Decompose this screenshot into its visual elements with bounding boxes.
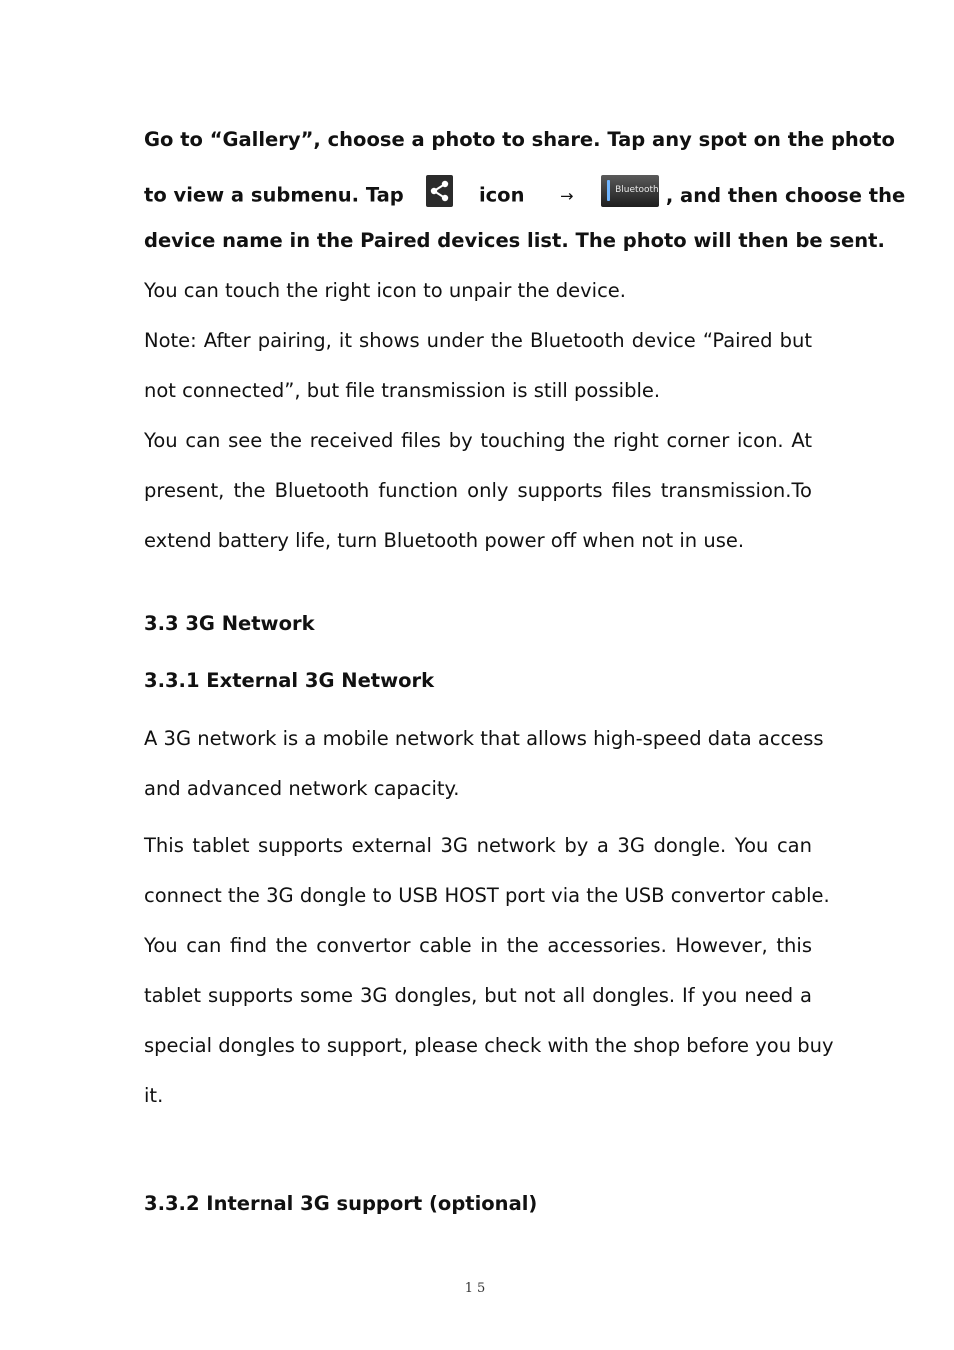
dongle-line-4: tablet supports some 3G dongles, but not all dongles. If you need a: [144, 984, 812, 1007]
section-3-3-1-heading: 3.3.1 External 3G Network: [144, 669, 435, 692]
dongle-line-3: You can find the convertor cable in the accessories. However, this: [144, 934, 812, 957]
share-photo-line-3: device name in the Paired devices list. The photo will then be sent.: [144, 229, 885, 252]
section-3-3-2-heading: 3.3.2 Internal 3G support (optional): [144, 1192, 538, 1215]
share-icon: [426, 175, 453, 207]
note-line-1: Note: After pairing, it shows under the Bluetooth device “Paired but: [144, 329, 812, 352]
network-def-line-1: A 3G network is a mobile network that allows high-speed data access: [144, 727, 824, 750]
received-line-3: extend battery life, turn Bluetooth power off when not in use.: [144, 529, 745, 552]
share-photo-line-1: Go to “Gallery”, choose a photo to share. Tap any spot on the photo: [144, 128, 895, 151]
dongle-line-2: connect the 3G dongle to USB HOST port via the USB convertor cable.: [144, 884, 830, 907]
dongle-line-6: it.: [144, 1084, 164, 1107]
network-def-line-2: and advanced network capacity.: [144, 777, 460, 800]
arrow-icon: →: [560, 186, 574, 206]
page-number: 15: [464, 1281, 490, 1296]
share-photo-line-2: [144, 180, 906, 212]
section-3-3-heading: 3.3 3G Network: [144, 612, 315, 635]
bluetooth-icon: [601, 175, 659, 207]
received-line-1: You can see the received files by touching the right corner icon. At: [144, 429, 812, 452]
bluetooth-icon-label: Bluetooth: [615, 185, 659, 195]
dongle-line-1: This tablet supports external 3G network by a 3G dongle. You can: [144, 834, 812, 857]
received-line-2: present, the Bluetooth function only supports files transmission.To: [144, 479, 812, 502]
unpair-text: You can touch the right icon to unpair the device.: [144, 279, 626, 302]
bluetooth-mark-icon: [607, 180, 610, 201]
note-line-2: not connected”, but file transmission is still possible.: [144, 379, 661, 402]
dongle-line-5: special dongles to support, please check with the shop before you buy: [144, 1034, 834, 1057]
share-photo-line-2-start: to view a submenu. Tap: [144, 183, 404, 207]
share-photo-line-2-end: , and then choose the: [665, 183, 906, 207]
share-photo-icon-word: icon: [478, 183, 525, 207]
document-page: [144, 0, 906, 1350]
